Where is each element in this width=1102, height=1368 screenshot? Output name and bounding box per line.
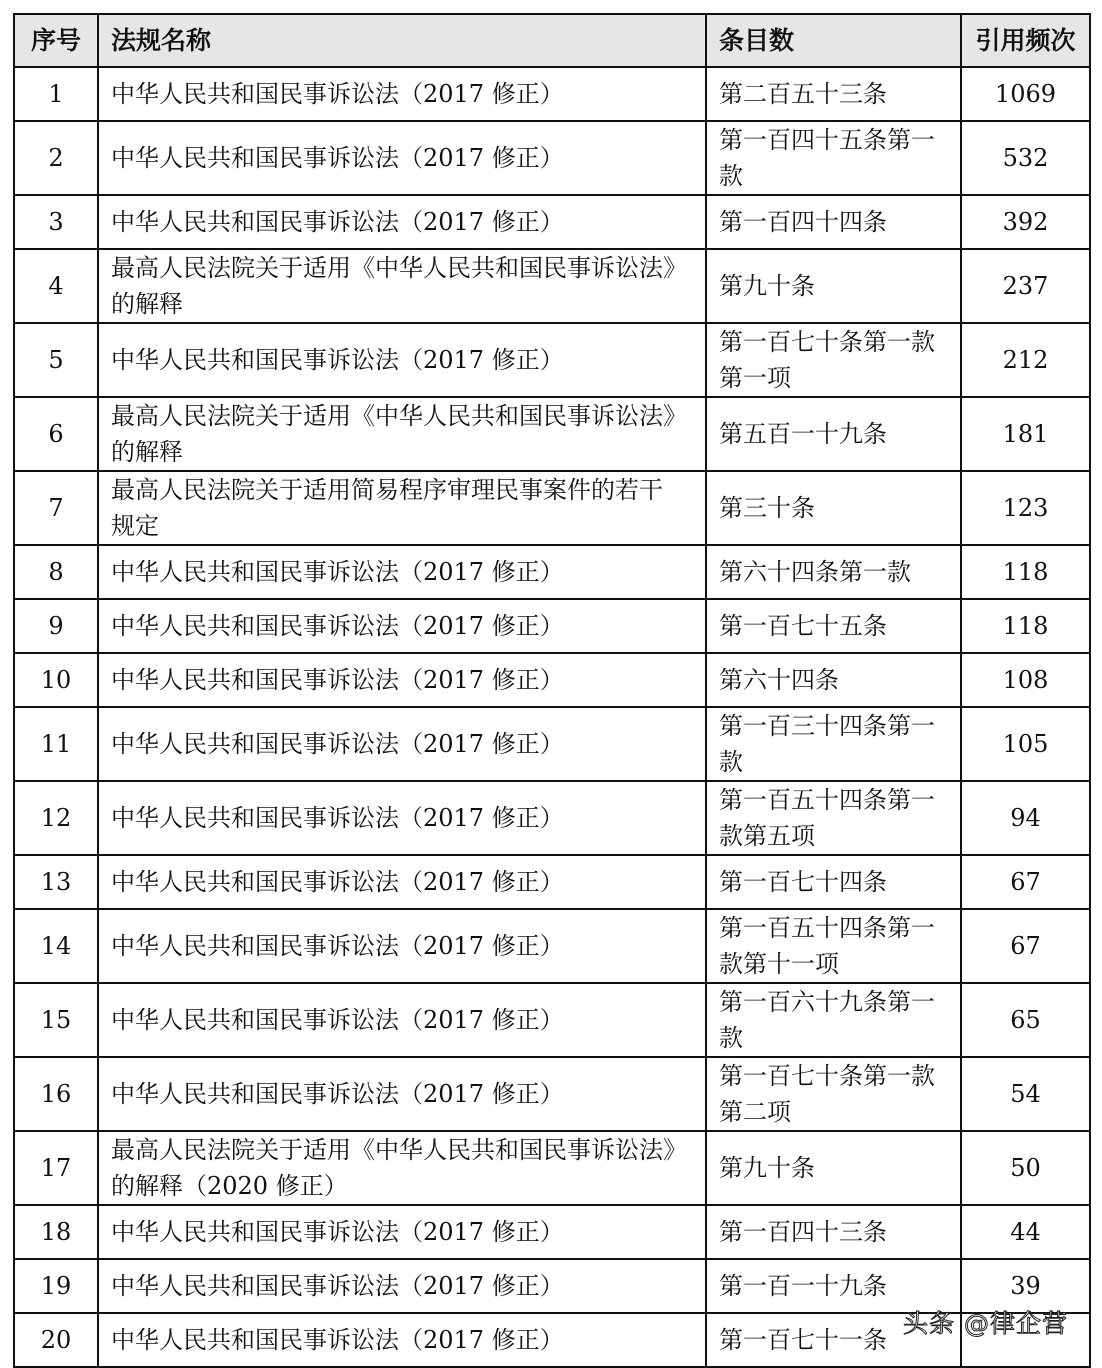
article-cell: 第六十四条第一款 xyxy=(706,545,961,599)
citation-count-cell: 123 xyxy=(961,471,1090,545)
law-name-cell: 最高人民法院关于适用简易程序审理民事案件的若干 规定 xyxy=(98,471,706,545)
law-citation-table xyxy=(13,13,1091,1368)
row-index: 20 xyxy=(14,1313,98,1367)
article-cell: 第一百七十一条 xyxy=(706,1313,961,1367)
article-cell: 第一百四十四条 xyxy=(706,195,961,249)
law-name-cell: 中华人民共和国民事诉讼法（2017 修正） xyxy=(98,707,706,781)
row-index: 17 xyxy=(14,1131,98,1205)
citation-count-cell: 118 xyxy=(961,599,1090,653)
table-row xyxy=(14,397,1090,471)
article-cell: 第五百一十九条 xyxy=(706,397,961,471)
law-name-cell: 中华人民共和国民事诉讼法（2017 修正） xyxy=(98,323,706,397)
table-row xyxy=(14,983,1090,1057)
citation-count-cell: 108 xyxy=(961,653,1090,707)
table-row xyxy=(14,653,1090,707)
law-name-cell: 中华人民共和国民事诉讼法（2017 修正） xyxy=(98,1313,706,1367)
law-name-cell: 中华人民共和国民事诉讼法（2017 修正） xyxy=(98,1205,706,1259)
article-cell: 第一百五十四条第一 款第十一项 xyxy=(706,909,961,983)
row-index: 9 xyxy=(14,599,98,653)
row-index: 19 xyxy=(14,1259,98,1313)
citation-count-cell: 532 xyxy=(961,121,1090,195)
article-cell: 第一百六十九条第一 款 xyxy=(706,983,961,1057)
row-index: 4 xyxy=(14,249,98,323)
watermark: 头条 @律企营 xyxy=(903,1309,1068,1338)
article-cell: 第一百四十三条 xyxy=(706,1205,961,1259)
table-row xyxy=(14,599,1090,653)
citation-count-cell: 44 xyxy=(961,1205,1090,1259)
article-cell: 第一百七十四条 xyxy=(706,855,961,909)
row-index: 12 xyxy=(14,781,98,855)
law-name-cell: 中华人民共和国民事诉讼法（2017 修正） xyxy=(98,653,706,707)
row-index: 14 xyxy=(14,909,98,983)
row-index: 1 xyxy=(14,67,98,121)
row-index: 2 xyxy=(14,121,98,195)
table-row xyxy=(14,121,1090,195)
article-cell: 第二百五十三条 xyxy=(706,67,961,121)
row-index: 5 xyxy=(14,323,98,397)
table-row xyxy=(14,323,1090,397)
table-row xyxy=(14,1057,1090,1131)
law-name-cell: 中华人民共和国民事诉讼法（2017 修正） xyxy=(98,983,706,1057)
article-cell: 第六十四条 xyxy=(706,653,961,707)
article-cell: 第一百七十条第一款 第一项 xyxy=(706,323,961,397)
table-row xyxy=(14,855,1090,909)
law-name-cell: 中华人民共和国民事诉讼法（2017 修正） xyxy=(98,1259,706,1313)
citation-count-cell: 392 xyxy=(961,195,1090,249)
table-row xyxy=(14,1131,1090,1205)
row-index: 15 xyxy=(14,983,98,1057)
article-cell: 第九十条 xyxy=(706,1131,961,1205)
table-row xyxy=(14,471,1090,545)
citation-count-cell: 65 xyxy=(961,983,1090,1057)
law-name-cell: 中华人民共和国民事诉讼法（2017 修正） xyxy=(98,195,706,249)
table-row xyxy=(14,781,1090,855)
citation-count-cell: 212 xyxy=(961,323,1090,397)
article-cell: 第一百五十四条第一 款第五项 xyxy=(706,781,961,855)
article-cell: 第三十条 xyxy=(706,471,961,545)
citation-count-cell: 39 xyxy=(961,1259,1090,1313)
table-body xyxy=(14,67,1090,1367)
law-name-cell: 中华人民共和国民事诉讼法（2017 修正） xyxy=(98,781,706,855)
row-index: 7 xyxy=(14,471,98,545)
table-row xyxy=(14,249,1090,323)
table-row xyxy=(14,707,1090,781)
citation-count-cell: 50 xyxy=(961,1131,1090,1205)
header-law-name: 法规名称 xyxy=(98,14,706,67)
article-cell: 第一百一十九条 xyxy=(706,1259,961,1313)
header-citation-count: 引用频次 xyxy=(961,14,1090,67)
law-name-cell: 最高人民法院关于适用《中华人民共和国民事诉讼法》 的解释 xyxy=(98,249,706,323)
citation-count-cell: 1069 xyxy=(961,67,1090,121)
row-index: 6 xyxy=(14,397,98,471)
law-name-cell: 中华人民共和国民事诉讼法（2017 修正） xyxy=(98,1057,706,1131)
article-cell: 第一百三十四条第一 款 xyxy=(706,707,961,781)
table-row xyxy=(14,1205,1090,1259)
row-index: 16 xyxy=(14,1057,98,1131)
row-index: 3 xyxy=(14,195,98,249)
citation-count-cell: 105 xyxy=(961,707,1090,781)
table-row xyxy=(14,545,1090,599)
law-name-cell: 最高人民法院关于适用《中华人民共和国民事诉讼法》 的解释（2020 修正） xyxy=(98,1131,706,1205)
row-index: 8 xyxy=(14,545,98,599)
citation-count-cell: 94 xyxy=(961,781,1090,855)
article-cell: 第九十条 xyxy=(706,249,961,323)
article-cell: 第一百七十条第一款 第二项 xyxy=(706,1057,961,1131)
law-name-cell: 最高人民法院关于适用《中华人民共和国民事诉讼法》 的解释 xyxy=(98,397,706,471)
citation-count-cell: 237 xyxy=(961,249,1090,323)
article-cell: 第一百七十五条 xyxy=(706,599,961,653)
law-name-cell: 中华人民共和国民事诉讼法（2017 修正） xyxy=(98,855,706,909)
law-name-cell: 中华人民共和国民事诉讼法（2017 修正） xyxy=(98,545,706,599)
row-index: 18 xyxy=(14,1205,98,1259)
table-row xyxy=(14,195,1090,249)
citation-count-cell: 118 xyxy=(961,545,1090,599)
row-index: 10 xyxy=(14,653,98,707)
table-row xyxy=(14,909,1090,983)
law-name-cell: 中华人民共和国民事诉讼法（2017 修正） xyxy=(98,599,706,653)
header-article: 条目数 xyxy=(706,14,961,67)
citation-count-cell: 54 xyxy=(961,1057,1090,1131)
law-name-cell: 中华人民共和国民事诉讼法（2017 修正） xyxy=(98,67,706,121)
citation-count-cell: 181 xyxy=(961,397,1090,471)
row-index: 13 xyxy=(14,855,98,909)
header-index: 序号 xyxy=(14,14,98,67)
table-header-row xyxy=(14,14,1090,67)
law-name-cell: 中华人民共和国民事诉讼法（2017 修正） xyxy=(98,909,706,983)
table-row xyxy=(14,67,1090,121)
citation-count-cell: 67 xyxy=(961,909,1090,983)
citation-count-cell: 67 xyxy=(961,855,1090,909)
article-cell: 第一百四十五条第一 款 xyxy=(706,121,961,195)
law-name-cell: 中华人民共和国民事诉讼法（2017 修正） xyxy=(98,121,706,195)
row-index: 11 xyxy=(14,707,98,781)
